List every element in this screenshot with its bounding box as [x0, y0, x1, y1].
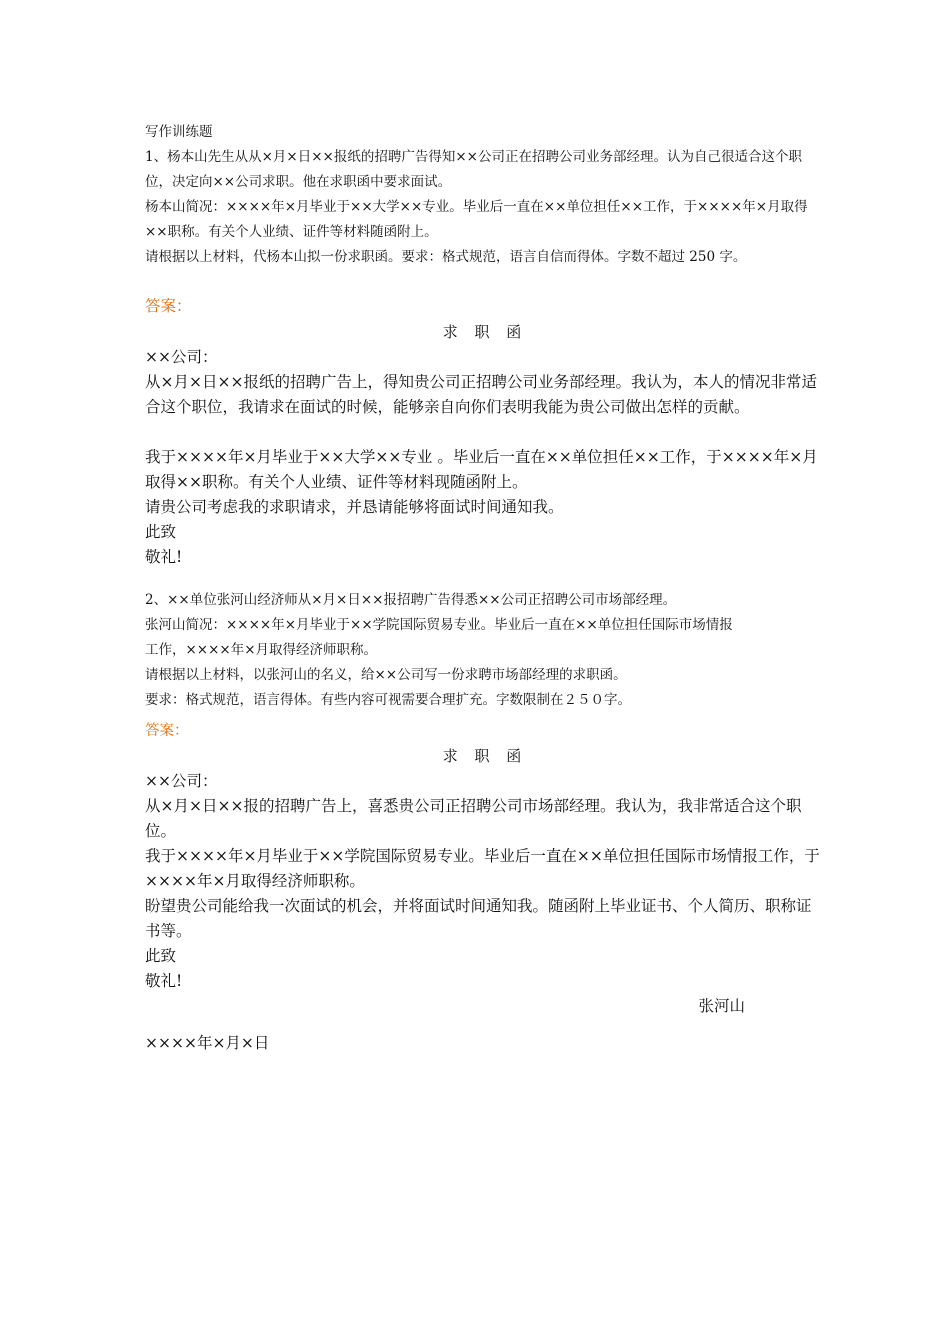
q1-para3: 请贵公司考虑我的求职请求，并恳请能够将面试时间通知我。 [145, 498, 564, 516]
q2-closing-1: 此致 [145, 947, 177, 965]
q2-requirement: 要求：格式规范，语言得体。有些内容可视需要合理扩充。字数限制在２５０字。 [145, 692, 631, 708]
q2-section [145, 588, 825, 1056]
q2-signature: 张河山 [698, 997, 745, 1015]
doc-heading: 写作训练题 [145, 124, 213, 140]
q1-letter-title: 求 职 函 [442, 323, 528, 341]
q1-para1: 从×月×日××报纸的招聘广告上，得知贵公司正招聘公司业务部经理。我认为，本人的情况非常适合这个职位，我请求在面试的时候，能够亲自向你们表明我能为贵公司做出怎样的贡献。 [145, 373, 817, 416]
q2-para1: 从×月×日××报的招聘广告上，喜悉贵公司正招聘公司市场部经理。我认为，我非常适合这个职位。 [145, 797, 802, 840]
q1-salutation: ××公司： [145, 348, 218, 366]
q2-salutation: ××公司： [145, 772, 218, 790]
q1-task: 请根据以上材料，代杨本山拟一份求职函。要求：格式规范，语言自信而得体。字数不超过 250 字。 [145, 249, 747, 265]
q2-para3: 盼望贵公司能给我一次面试的机会，并将面试时间通知我。随函附上毕业证书、个人简历、职称证书等。 [145, 897, 812, 940]
document-page [145, 120, 825, 1056]
q2-bio-line2: 工作，××××年×月取得经济师职称。 [145, 642, 378, 658]
q2-date: ××××年×月×日 [145, 1034, 270, 1052]
q1-bio: 杨本山简况：××××年×月毕业于××大学××专业。毕业后一直在××单位担任××工作，于××××年×月取得××职称。有关个人业绩、证件等材料随函附上。 [145, 199, 808, 240]
q2-closing-2: 敬礼! [145, 972, 183, 990]
q2-bio-line1: 张河山简况：××××年×月毕业于××学院国际贸易专业。毕业后一直在××单位担任国际市场情报 [145, 617, 733, 633]
q1-closing-1: 此致 [145, 523, 177, 541]
q1-closing-2: 敬礼! [145, 548, 183, 566]
q2-para2: 我于××××年×月毕业于××学院国际贸易专业。毕业后一直在××单位担任国际市场情报工作，于××××年×月取得经济师职称。 [145, 847, 820, 890]
q2-letter-title: 求 职 函 [442, 747, 528, 765]
q1-para2: 我于××××年×月毕业于××大学××专业 。毕业后一直在××单位担任××工作，于××××年×月取得××职称。有关个人业绩、证件等材料现随函附上。 [145, 448, 818, 491]
q2-question: 2、××单位张河山经济师从×月×日××报招聘广告得悉××公司正招聘公司市场部经理。 [145, 592, 677, 608]
q1-blank-line [145, 420, 825, 445]
q1-question: 1、杨本山先生从从×月×日××报纸的招聘广告得知××公司正在招聘公司业务部经理。认为自己很适合这个职位，决定向××公司求职。他在求职函中要求面试。 [145, 149, 802, 190]
q2-task: 请根据以上材料，以张河山的名义，给××公司写一份求聘市场部经理的求职函。 [145, 667, 627, 683]
q1-answer-label: 答案： [145, 297, 192, 315]
q2-answer-label: 答案： [145, 723, 189, 739]
